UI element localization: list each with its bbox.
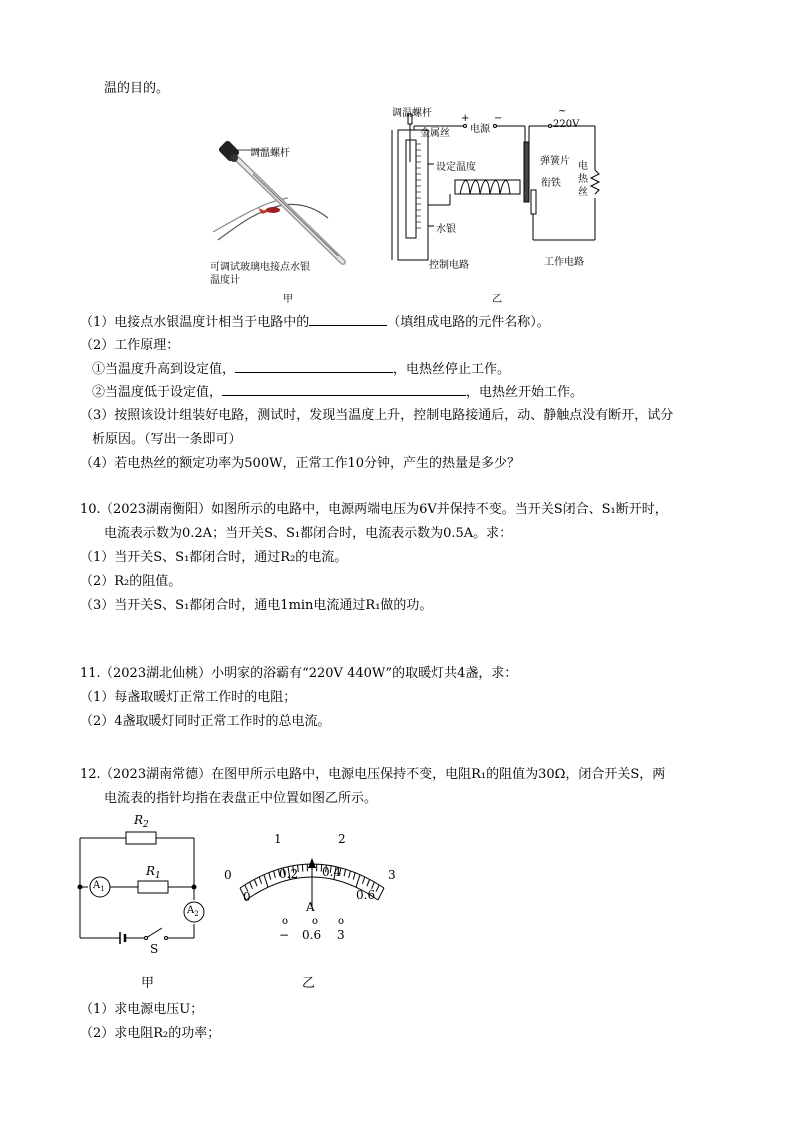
- voltage-label: 220V: [553, 119, 580, 130]
- q12-figure-jia-letter: 甲: [141, 976, 155, 991]
- wire-label: 金属丝: [420, 128, 450, 139]
- dial-tick: [254, 879, 257, 886]
- answer-blank[interactable]: [309, 313, 387, 326]
- q12-stem-line1: （2023湖南常德）在图甲所示电路中，电源电压保持不变，电阻R₁的阻值为30Ω，闭合开关S，两: [100, 767, 666, 782]
- dial-inner-label-2: 0.4: [322, 865, 342, 879]
- heater-label: 电 热 丝: [578, 161, 588, 198]
- figure-yi-letter: 乙: [492, 294, 502, 305]
- terminal-neg: −: [279, 928, 290, 942]
- dial-tick: [349, 871, 351, 878]
- work-circuit-label: 工作电路: [544, 257, 584, 268]
- dial-tick: [264, 875, 268, 888]
- answer-blank[interactable]: [235, 360, 393, 373]
- dial-tick: [344, 869, 346, 876]
- terminal-06-post: o: [312, 916, 319, 927]
- dial-tick: [376, 885, 379, 892]
- q9-part4: （4）若电热丝的额定功率为500W，正常工作10分钟，产生的热量是多少？: [80, 456, 520, 471]
- source-label: 电源: [470, 124, 490, 135]
- dial-tick: [362, 877, 364, 884]
- terminal-3-post: o: [338, 916, 345, 927]
- q9-part3-line1: （3）按照该设计组装好电路，测试时，发现当温度上升，控制电路接通后，动、静触点没有断开，试分: [80, 408, 674, 423]
- set-temp-label: 设定温度: [436, 162, 476, 173]
- q12-stem-line2: 电流表的指针均指在表盘正中位置如图乙所示。: [104, 791, 378, 806]
- mercury-label: 水银: [436, 224, 456, 235]
- q10-stem-line2: 电流表示数为0.2A；当开关S、S₁都闭合时，电流表示数为0.5A。求：: [104, 526, 513, 541]
- ac-label: ~: [558, 106, 567, 117]
- r1-label: $R_1$: [146, 864, 161, 881]
- dial-outer-label-3: 3: [388, 868, 396, 882]
- dial-tick: [250, 882, 253, 889]
- q9-part2: （2）工作原理：: [80, 338, 180, 353]
- dial-inner-label-3: 0.6: [356, 888, 376, 902]
- dial-outer-label-2: 2: [338, 832, 346, 846]
- a1-meter-label: $A_1$: [93, 880, 105, 893]
- answer-blank[interactable]: [222, 383, 466, 396]
- q10-number: 10.: [80, 502, 101, 517]
- switch-label: S: [150, 942, 159, 956]
- q10-stem-line1: （2023湖南衡阳）如图所示的电路中，电源两端电压为6V并保持不变。当开关S闭合、S₁断开时，: [100, 502, 668, 517]
- thermometer-caption-1: 可调试玻璃电接点水银: [210, 262, 310, 273]
- terminal-3: 3: [337, 928, 345, 942]
- dial-tick: [353, 873, 355, 880]
- dial-tick: [259, 877, 261, 884]
- minus-label: −: [494, 113, 503, 124]
- q11-part2: （2）4盏取暖灯同时正常工作时的总电流。: [80, 714, 331, 729]
- dial-outer-label-1: 1: [274, 832, 282, 846]
- q10-part2: （2）R₂的阻值。: [80, 574, 182, 589]
- terminal-neg-post: o: [282, 916, 289, 927]
- q10-part1: （1）当开关S、S₁都闭合时，通过R₂的电流。: [80, 550, 348, 565]
- terminal-06: 0.6: [302, 928, 322, 942]
- plus-label: +: [461, 113, 470, 124]
- screw-label: 调温螺杆: [250, 148, 290, 159]
- thermometer-caption-2: 温度计: [210, 275, 240, 286]
- dial-tick: [367, 879, 370, 886]
- q9-part1: （1）电接点水银温度计相当于电路中的 （填组成电路的元件名称）。: [80, 315, 550, 330]
- q11-part1: （1）每盏取暖灯正常工作时的电阻；: [80, 690, 297, 705]
- control-circuit-label: 控制电路: [429, 260, 469, 271]
- q12-number: 12.: [80, 767, 101, 782]
- yi-screw-label: 调温螺杆: [392, 108, 432, 119]
- q12-part1: （1）求电源电压U；: [80, 1002, 204, 1017]
- dial-tick: [269, 873, 271, 880]
- spring-label: 弹簧片: [540, 156, 570, 167]
- figure-jia-letter: 甲: [283, 294, 293, 305]
- q9-part2-1: ①当温度升高到设定值， ，电热丝停止工作。: [92, 362, 511, 377]
- q11-number: 11.: [80, 666, 101, 681]
- q12-figure-yi-letter: 乙: [302, 976, 316, 991]
- q9-part2-2: ②当温度低于设定值， ，电热丝开始工作。: [92, 385, 584, 400]
- r2-label: $R_2$: [134, 813, 149, 830]
- dial-outer-label-0: 0: [224, 868, 232, 882]
- q9-part3-line2: 析原因。（写出一条即可）: [92, 432, 242, 447]
- q10-part3: （3）当开关S、S₁都闭合时，通电1min电流通过R₁做的功。: [80, 598, 433, 613]
- dial-inner-label-1: 0.2: [279, 867, 299, 881]
- dial-tick: [378, 888, 384, 900]
- a2-meter-label: $A_2$: [187, 905, 199, 918]
- q12-part2: （2）求电阻R₂的功率；: [80, 1026, 221, 1041]
- dial-tick: [274, 871, 276, 878]
- continued-text: 温的目的。: [104, 81, 170, 96]
- q11-stem: （2023湖北仙桃）小明家的浴霸有“220V 440W”的取暖灯共4盏，求：: [100, 666, 518, 681]
- armature-label: 衔铁: [541, 178, 561, 189]
- dial-inner-label-0: 0: [243, 890, 251, 904]
- dial-tick: [356, 875, 360, 888]
- dial-unit-label: A: [306, 900, 315, 914]
